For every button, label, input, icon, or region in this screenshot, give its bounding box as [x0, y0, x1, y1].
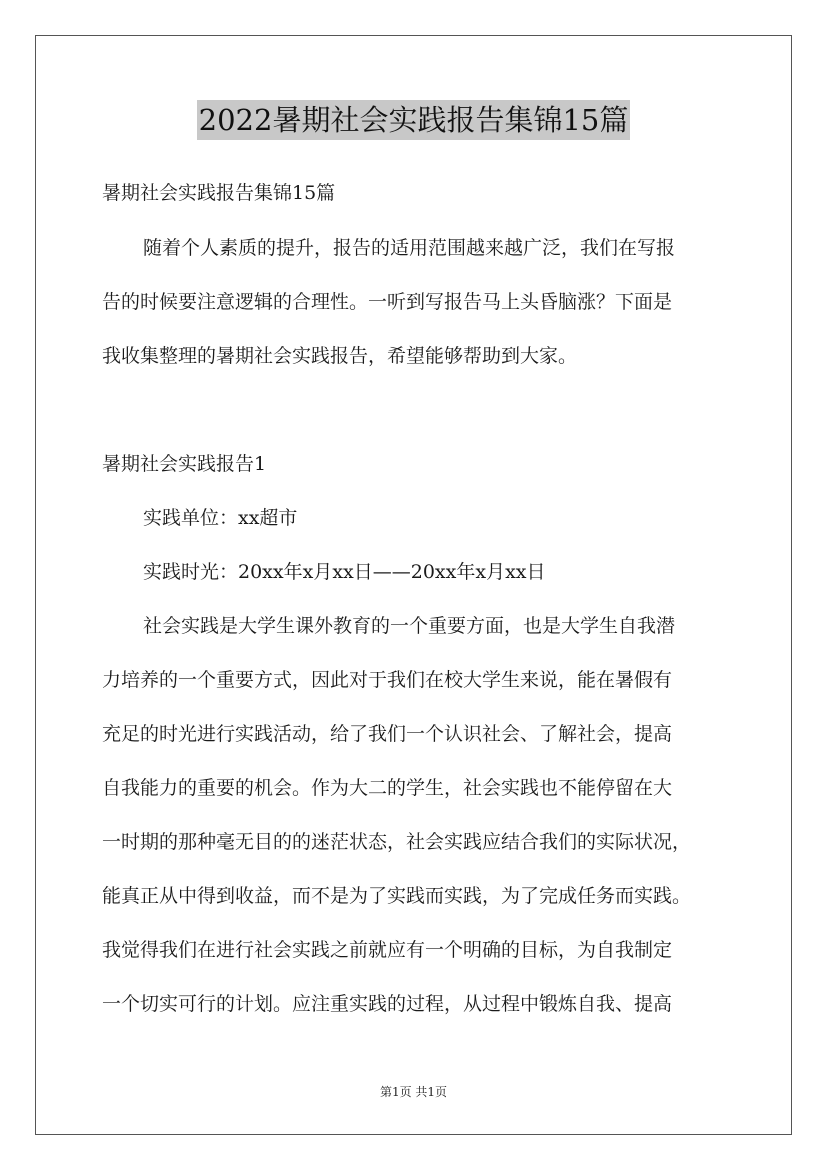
body-line-3: 充足的时光进行实践活动，给了我们一个认识社会、了解社会，提高 — [102, 723, 673, 745]
body-line-4: 自我能力的重要的机会。作为大二的学生，社会实践也不能停留在大 — [102, 777, 673, 799]
body-line-8: 一个切实可行的计划。应注重实践的过程，从过程中锻炼自我、提高 — [102, 993, 673, 1015]
body-line-1: 社会实践是大学生课外教育的一个重要方面，也是大学生自我潜 — [143, 615, 676, 637]
intro-line-1: 随着个人素质的提升，报告的适用范围越来越广泛，我们在写报 — [143, 237, 676, 259]
practice-time: 实践时光：20xx年x月xx日——20xx年x月xx日 — [143, 561, 546, 583]
body-line-5: 一时期的那种毫无目的的迷茫状态，社会实践应结合我们的实际状况， — [102, 831, 692, 853]
document-title: 2022暑期社会实践报告集锦15篇 — [197, 100, 631, 140]
document-subtitle: 暑期社会实践报告集锦15篇 — [102, 182, 336, 204]
title-container — [0, 100, 827, 140]
body-line-2: 力培养的一个重要方式，因此对于我们在校大学生来说，能在暑假有 — [102, 669, 673, 691]
section-heading: 暑期社会实践报告1 — [102, 453, 267, 475]
intro-line-3: 我收集整理的暑期社会实践报告，希望能够帮助到大家。 — [102, 345, 578, 367]
body-line-7: 我觉得我们在进行社会实践之前就应有一个明确的目标，为自我制定 — [102, 939, 673, 961]
practice-unit: 实践单位：xx超市 — [143, 507, 298, 529]
intro-line-2: 告的时候要注意逻辑的合理性。一听到写报告马上头昏脑涨？下面是 — [102, 291, 673, 313]
page-footer: 第1页 共1页 — [379, 1085, 448, 1099]
body-line-6: 能真正从中得到收益，而不是为了实践而实践，为了完成任务而实践。 — [102, 885, 692, 907]
